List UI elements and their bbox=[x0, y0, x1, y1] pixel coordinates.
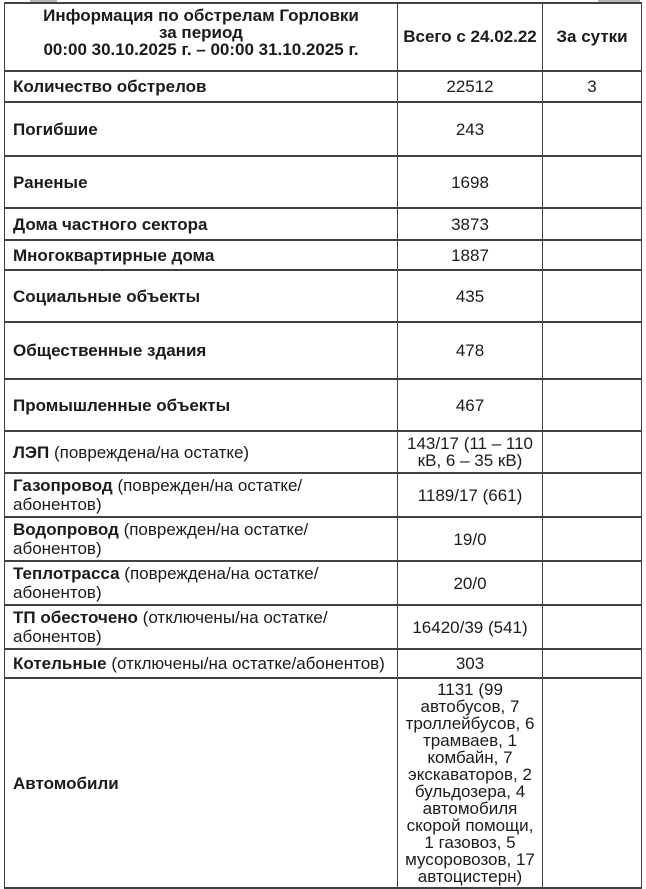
row-label: Раненые bbox=[13, 172, 88, 192]
table-row-private-houses bbox=[5, 208, 642, 240]
table-row-vehicles bbox=[5, 678, 642, 888]
report-title-line-1: Информация по обстрелам Горловки bbox=[43, 6, 359, 25]
row-label-note: (повреждена/на остатке) bbox=[53, 442, 250, 462]
row-label: Автомобили bbox=[13, 773, 119, 793]
row-label: Котельные bbox=[13, 654, 107, 673]
row-total-value: 1698 bbox=[398, 156, 543, 208]
row-label-cell bbox=[5, 605, 398, 649]
row-total-value: 478 bbox=[398, 322, 543, 379]
row-daily-value bbox=[543, 517, 642, 561]
row-total-value: 1189/17 (661) bbox=[398, 473, 543, 517]
row-label: Газопровод bbox=[13, 476, 113, 495]
row-label-cell bbox=[5, 208, 398, 240]
row-total-value: 243 bbox=[398, 102, 543, 156]
row-label-cell bbox=[5, 270, 398, 322]
row-label-note: (поврежден/на остатке/абонентов) bbox=[13, 520, 309, 558]
row-total-value: 1887 bbox=[398, 240, 543, 270]
table-row-industrial-objects bbox=[5, 379, 642, 431]
row-total-value: 19/0 bbox=[398, 517, 543, 561]
row-label-cell bbox=[5, 240, 398, 270]
table-row-shelling-count bbox=[5, 71, 642, 102]
row-label-cell bbox=[5, 517, 398, 561]
table-row-transformer-substations bbox=[5, 605, 642, 649]
row-label: Дома частного сектора bbox=[13, 214, 208, 234]
row-total-value: 143/17 (11 – 110 кВ, 6 – 35 кВ) bbox=[398, 431, 543, 473]
row-label-note: (повреждена/на остатке/абонентов) bbox=[13, 564, 319, 602]
row-daily-value bbox=[543, 379, 642, 431]
row-daily-value bbox=[543, 240, 642, 270]
column-header-total: Всего с 24.02.22 bbox=[398, 3, 543, 71]
column-header-daily: За сутки bbox=[543, 3, 642, 71]
table-row-killed bbox=[5, 102, 642, 156]
table-row-apartment-buildings bbox=[5, 240, 642, 270]
row-total-value: 3873 bbox=[398, 208, 543, 240]
row-label: Водопровод bbox=[13, 520, 119, 539]
table-row-gas-pipeline bbox=[5, 473, 642, 517]
row-label-note: (поврежден/на остатке/абонентов) bbox=[13, 476, 303, 514]
row-label: Промышленные объекты bbox=[13, 395, 231, 415]
row-total-value: 16420/39 (541) bbox=[398, 605, 543, 649]
shelling-report-table bbox=[4, 2, 642, 889]
row-label: ЛЭП bbox=[13, 442, 50, 462]
row-label: ТП обесточено bbox=[13, 608, 138, 627]
row-daily-value bbox=[543, 431, 642, 473]
row-label-cell bbox=[5, 649, 398, 678]
row-label-cell bbox=[5, 678, 398, 888]
row-daily-value bbox=[543, 322, 642, 379]
row-label: Погибшие bbox=[13, 119, 98, 139]
row-daily-value bbox=[543, 156, 642, 208]
table-row-wounded bbox=[5, 156, 642, 208]
row-daily-value bbox=[543, 649, 642, 678]
row-label: Количество обстрелов bbox=[13, 77, 207, 96]
row-label-cell bbox=[5, 379, 398, 431]
row-daily-value bbox=[543, 270, 642, 322]
row-label-note: (отключены/на остатке/абонентов) bbox=[111, 654, 385, 673]
row-total-value: 1131 (99 автобусов, 7 троллейбусов, 6 трамваев, 1 комбайн, 7 экскаваторов, 2 бульдозера, 4 автомобиля скорой помощи, 1 газовоз, 5 мусоровозов, 17 автоцистерн) bbox=[398, 678, 543, 888]
report-title-cell bbox=[5, 3, 398, 71]
row-label-cell bbox=[5, 102, 398, 156]
row-label-cell bbox=[5, 431, 398, 473]
table-row-water-pipeline bbox=[5, 517, 642, 561]
row-label-cell bbox=[5, 71, 398, 102]
table-row-public-buildings bbox=[5, 322, 642, 379]
row-label-cell bbox=[5, 322, 398, 379]
header-row bbox=[5, 3, 642, 71]
row-total-value: 467 bbox=[398, 379, 543, 431]
row-daily-value bbox=[543, 561, 642, 605]
table-row-social-objects bbox=[5, 270, 642, 322]
row-daily-value bbox=[543, 678, 642, 888]
row-label: Многоквартирные дома bbox=[13, 245, 215, 265]
row-daily-value bbox=[543, 208, 642, 240]
report-title-line-3: 00:00 30.10.2025 г. – 00:00 31.10.2025 г. bbox=[43, 40, 359, 59]
row-label: Общественные здания bbox=[13, 341, 207, 360]
row-label: Теплотрасса bbox=[13, 564, 120, 583]
row-total-value: 22512 bbox=[398, 71, 543, 102]
report-title-line-2: за период bbox=[159, 23, 243, 42]
row-label-note: (отключены/на остатке/абонентов) bbox=[13, 608, 328, 646]
row-daily-value bbox=[543, 473, 642, 517]
row-daily-value bbox=[543, 605, 642, 649]
row-label: Социальные объекты bbox=[13, 286, 201, 306]
row-daily-value bbox=[543, 102, 642, 156]
table-row-heating-main bbox=[5, 561, 642, 605]
row-daily-value: 3 bbox=[543, 71, 642, 102]
table-row-power-lines bbox=[5, 431, 642, 473]
row-label-cell bbox=[5, 561, 398, 605]
table-row-boiler-houses bbox=[5, 649, 642, 678]
row-total-value: 435 bbox=[398, 270, 543, 322]
row-label-cell bbox=[5, 156, 398, 208]
row-total-value: 20/0 bbox=[398, 561, 543, 605]
row-total-value: 303 bbox=[398, 649, 543, 678]
row-label-cell bbox=[5, 473, 398, 517]
